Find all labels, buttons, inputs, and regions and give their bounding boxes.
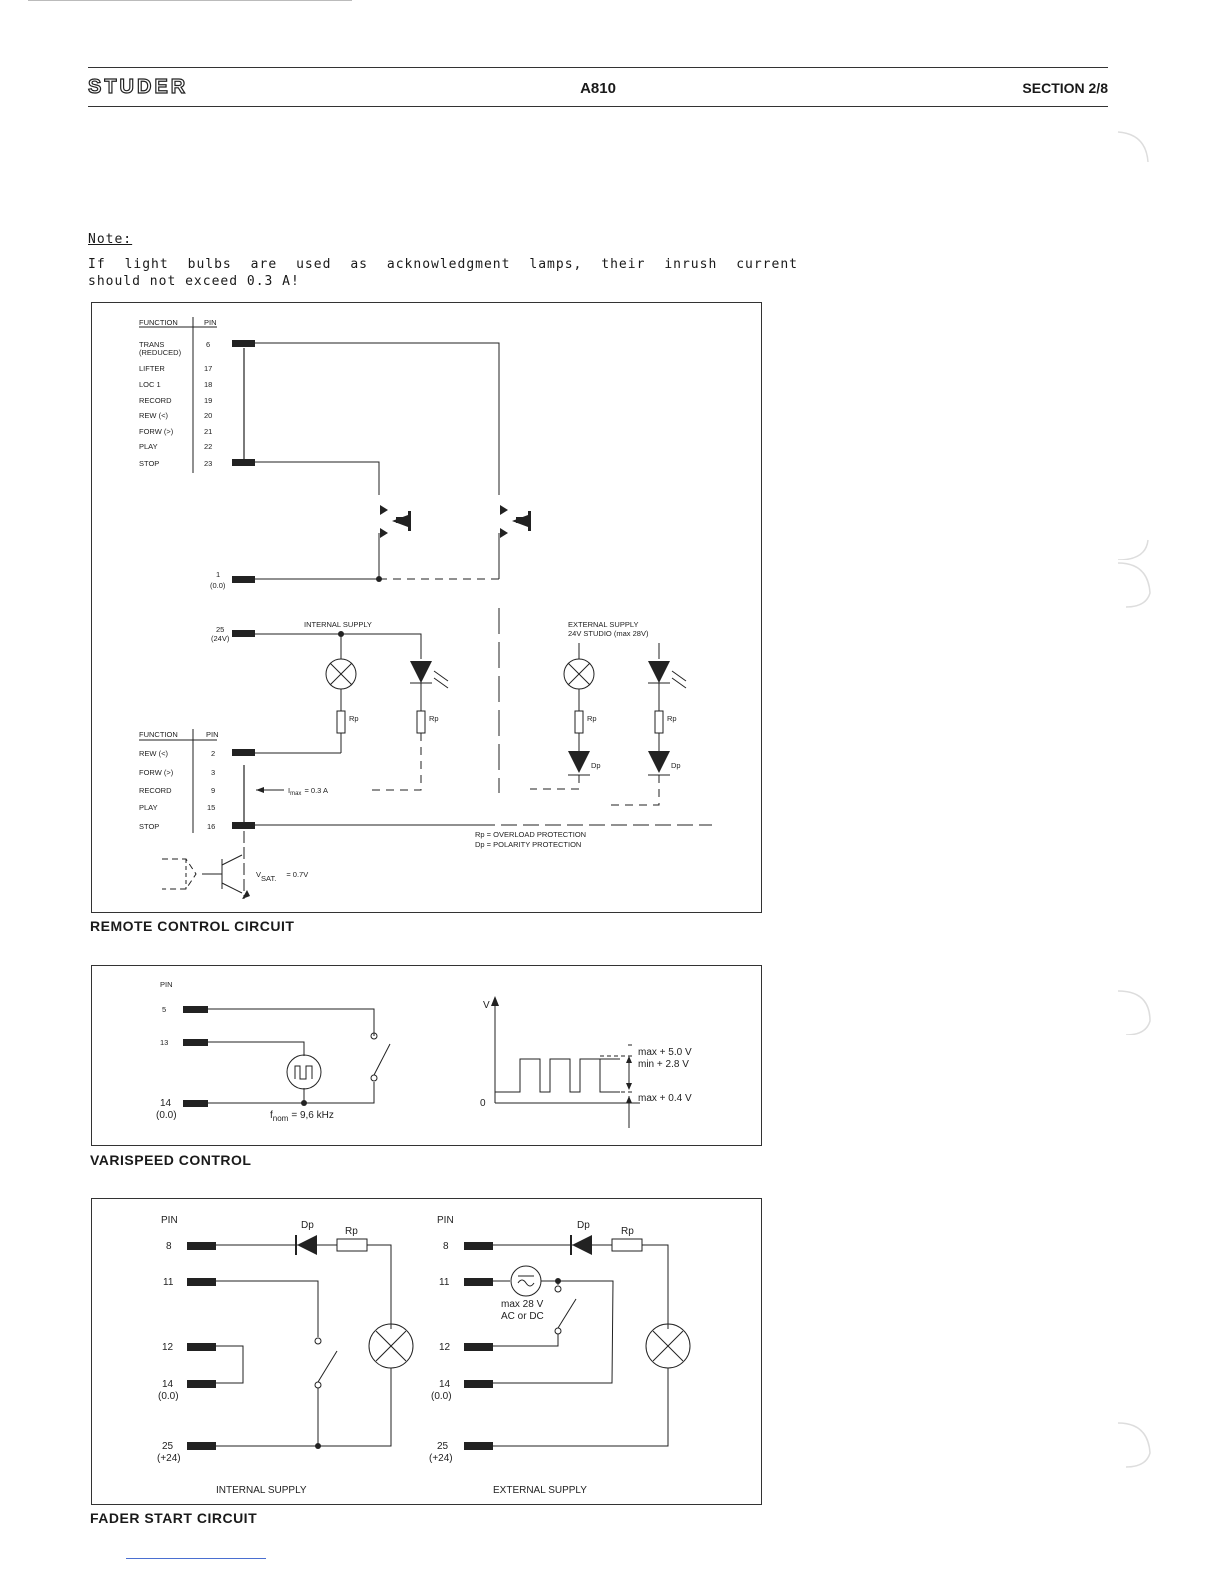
fader-start-caption: FADER START CIRCUIT xyxy=(90,1510,258,1526)
note-title: Note: xyxy=(88,232,133,247)
function-label: PLAY xyxy=(139,442,158,451)
pin-header: PIN xyxy=(160,980,173,989)
pin14-label: 14 xyxy=(162,1379,174,1390)
pin25-label: 25 xyxy=(216,625,225,634)
function-label: LIFTER xyxy=(139,364,165,373)
binder-punch-holes-middle xyxy=(1108,555,1168,1035)
remote-control-diagram xyxy=(92,303,760,911)
binder-punch-holes-bottom xyxy=(1108,1415,1168,1485)
pin8-label: 8 xyxy=(166,1241,172,1252)
pin8-label-ext: 8 xyxy=(443,1241,449,1252)
function-label: RECORD xyxy=(139,396,172,405)
dp-label: Dp xyxy=(671,761,681,770)
rp-label: Rp xyxy=(349,714,359,723)
col-function-header: FUNCTION xyxy=(139,318,178,327)
min-2v8-label: min + 2.8 V xyxy=(638,1059,689,1070)
model-title: A810 xyxy=(580,80,616,97)
function-label: (REDUCED) xyxy=(139,348,182,357)
function-label: RECORD xyxy=(139,786,172,795)
pin14-sub-ext: (0.0) xyxy=(431,1391,452,1402)
rp-label-ext: Rp xyxy=(621,1226,634,1237)
imax-label: $I_{max} = 0.3$ A xyxy=(288,786,328,797)
pin-label: 16 xyxy=(207,822,216,831)
pin25-sub-ext: (+24) xyxy=(429,1453,453,1464)
remote-control-panel xyxy=(91,302,762,913)
function-label: FORW (>) xyxy=(139,427,174,436)
studer-logo: STUDER xyxy=(88,76,189,98)
pin14-label-ext: 14 xyxy=(439,1379,451,1390)
note-line-1: If light bulbs are used as acknowledgment lamps, their inrush current xyxy=(88,257,798,272)
pin-header: PIN xyxy=(161,1215,178,1226)
pin-label: 21 xyxy=(204,427,213,436)
legend-rp: Rp = OVERLOAD PROTECTION xyxy=(475,830,587,839)
rp-label: Rp xyxy=(429,714,439,723)
pin-label: 20 xyxy=(204,411,213,420)
col-function-header-2: FUNCTION xyxy=(139,730,178,739)
note-line-2: should not exceed 0.3 A! xyxy=(88,274,300,289)
varispeed-caption: VARISPEED CONTROL xyxy=(90,1152,252,1168)
function-label: STOP xyxy=(139,459,160,468)
varispeed-diagram xyxy=(92,966,760,1144)
varispeed-panel xyxy=(91,965,762,1146)
function-label: TRANS xyxy=(139,340,165,349)
max-5v-label: max + 5.0 V xyxy=(638,1047,692,1058)
external-supply-label: EXTERNAL SUPPLY xyxy=(493,1485,587,1496)
internal-supply-label: INTERNAL SUPPLY xyxy=(304,620,372,629)
scan-edge-line xyxy=(28,0,352,1)
pin-label: 2 xyxy=(211,749,216,758)
pin-label: 6 xyxy=(206,340,211,349)
pin25-label: 25 xyxy=(162,1441,174,1452)
rp-label: Rp xyxy=(345,1226,358,1237)
pin11-label: 11 xyxy=(163,1277,174,1288)
legend-dp: Dp = POLARITY PROTECTION xyxy=(475,840,582,849)
external-supply-sub: 24V STUDIO (max 28V) xyxy=(568,629,649,638)
note-text xyxy=(88,256,798,290)
fnom-label: $f_{nom} = 9,6$ kHz xyxy=(270,1110,334,1123)
pin-label: 22 xyxy=(204,442,213,451)
max-0v4-label: max + 0.4 V xyxy=(638,1093,692,1104)
pin-label: 19 xyxy=(204,396,213,405)
pin12-label-ext: 12 xyxy=(439,1342,451,1353)
pin25-label-ext: 25 xyxy=(437,1441,449,1452)
remote-control-caption: REMOTE CONTROL CIRCUIT xyxy=(90,918,295,934)
internal-supply-label: INTERNAL SUPPLY xyxy=(216,1485,307,1496)
pin-label: 23 xyxy=(204,459,213,468)
pin13-label: 13 xyxy=(160,1038,169,1047)
pin14-sub: (0.0) xyxy=(156,1110,177,1121)
source-type: AC or DC xyxy=(501,1311,544,1322)
bottom-function-rows xyxy=(139,749,215,831)
pin12-label: 12 xyxy=(162,1342,174,1353)
function-label: REW (<) xyxy=(139,749,168,758)
dp-label-ext: Dp xyxy=(577,1220,590,1231)
rp-label: Rp xyxy=(587,714,597,723)
header-top-rule xyxy=(88,67,1108,68)
col-pin-header: PIN xyxy=(204,318,217,327)
pin-label: 9 xyxy=(211,786,216,795)
axis-v-label: V xyxy=(483,1000,490,1011)
top-function-rows xyxy=(139,340,212,468)
pin25-sub: (24V) xyxy=(211,634,230,643)
external-supply-label: EXTERNAL SUPPLY xyxy=(568,620,639,629)
function-label: LOC 1 xyxy=(139,380,161,389)
pin14-label: 14 xyxy=(160,1098,172,1109)
rp-label: Rp xyxy=(667,714,677,723)
dp-label: Dp xyxy=(591,761,601,770)
dp-label: Dp xyxy=(301,1220,314,1231)
col-pin-header-2: PIN xyxy=(206,730,219,739)
pin11-label-ext: 11 xyxy=(439,1277,450,1288)
pin5-label: 5 xyxy=(162,1005,167,1014)
source-rating: max 28 V xyxy=(501,1299,544,1310)
function-label: FORW (>) xyxy=(139,768,174,777)
pin1-label: 1 xyxy=(216,570,221,579)
axis-zero-label: 0 xyxy=(480,1098,486,1109)
function-label: PLAY xyxy=(139,803,158,812)
binder-punch-holes-top xyxy=(1108,120,1168,560)
fader-start-diagram xyxy=(92,1199,760,1503)
pin-header-ext: PIN xyxy=(437,1215,454,1226)
pin-label: 18 xyxy=(204,380,213,389)
pin-label: 15 xyxy=(207,803,216,812)
function-label: STOP xyxy=(139,822,160,831)
pin1-sub: (0.0) xyxy=(210,581,226,590)
vsat-label: VSAT. = 0.7V xyxy=(256,870,309,883)
function-label: REW (<) xyxy=(139,411,168,420)
pin25-sub: (+24) xyxy=(157,1453,181,1464)
pin-label: 17 xyxy=(204,364,213,373)
section-number: SECTION 2/8 xyxy=(1022,80,1108,96)
pin14-sub: (0.0) xyxy=(158,1391,179,1402)
pin-label: 3 xyxy=(211,768,216,777)
header-bottom-rule xyxy=(88,106,1108,107)
fader-start-panel xyxy=(91,1198,762,1505)
footer-link-rule xyxy=(126,1558,266,1559)
